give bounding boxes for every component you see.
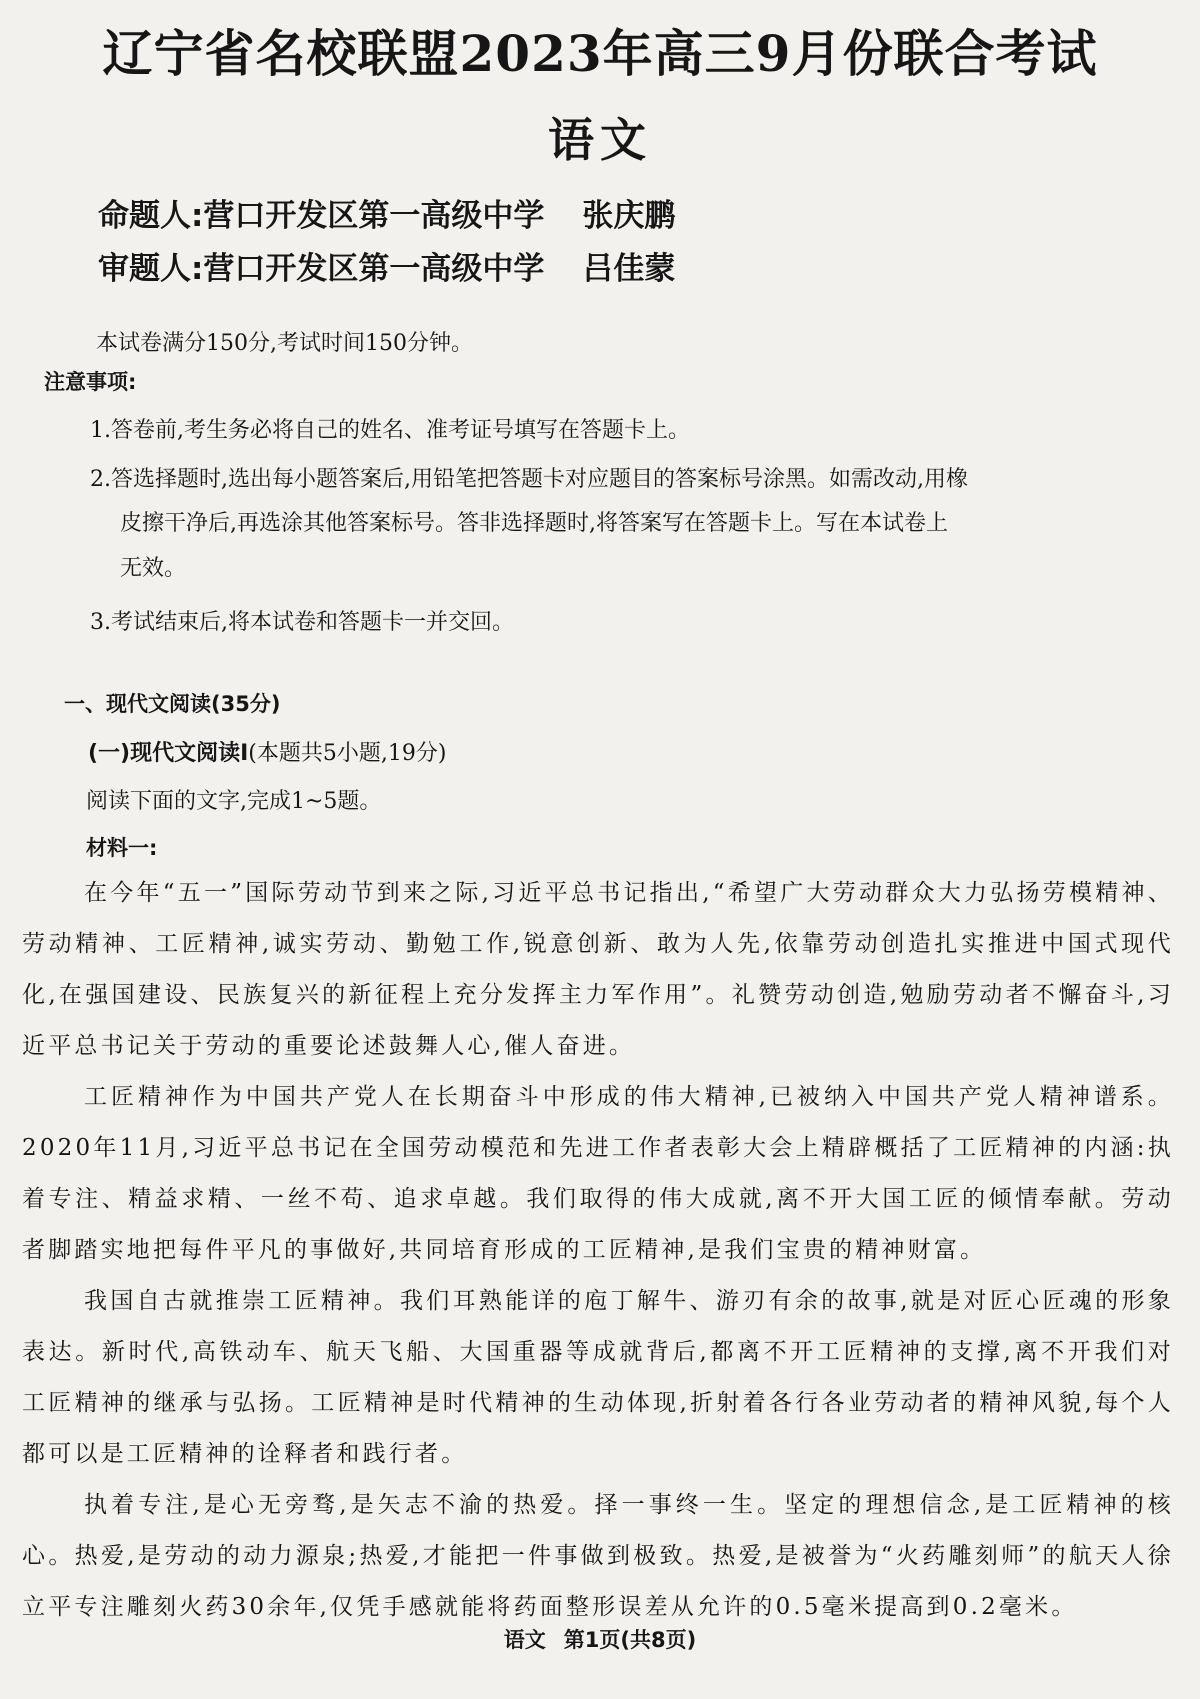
footer-page-number: 第1页(共8页) bbox=[563, 1628, 697, 1652]
reading-instruction: 阅读下面的文字,完成1~5题。 bbox=[86, 789, 382, 814]
exam-title: 辽宁省名校联盟2023年高三9月份联合考试 bbox=[102, 24, 1098, 83]
subsection-note: (本题共5小题,19分) bbox=[248, 741, 447, 766]
passage-paragraph-3: 我国自古就推崇工匠精神。我们耳熟能详的庖丁解牛、游刃有余的故事,就是对匠心匠魂的形象表达。新时代,高铁动车、航天飞船、大国重器等成就背后,都离不开工匠精神的支撑,离不开我们对工匠精神的继承与弘扬。工匠精神是时代精神的生动体现,折射着各行各业劳动者的精神风貌,每个人都可以是工匠精神的诠释者和践行者。 bbox=[22, 1288, 1174, 1467]
reviewer-line bbox=[98, 243, 675, 288]
exam-info: 本试卷满分150分,考试时间150分钟。 bbox=[96, 331, 473, 356]
notice-item-2: 2.答选择题时,选出每小题答案后,用铅笔把答题卡对应题目的答案标号涂黑。如需改动,用橡 bbox=[90, 467, 968, 492]
footer-subject: 语文 bbox=[503, 1628, 546, 1652]
page-footer bbox=[0, 1624, 1200, 1654]
setter-label: 命题人:营口开发区第一高级中学 bbox=[98, 198, 545, 234]
section-title: 一、现代文阅读(35分) bbox=[64, 692, 281, 716]
passage-paragraph-4: 执着专注,是心无旁骛,是矢志不渝的热爱。择一事终一生。坚定的理想信念,是工匠精神的核心。热爱,是劳动的动力源泉;热爱,才能把一件事做到极致。热爱,是被誉为“火药雕刻师”的航天人徐立平专注雕刻火药30余年,仅凭手感就能将药面整形误差从允许的0.5毫米提高到0.2毫米。 bbox=[22, 1492, 1174, 1620]
subsection-label: (一)现代文阅读Ⅰ bbox=[88, 741, 249, 766]
reviewer-label: 审题人:营口开发区第一高级中学 bbox=[98, 251, 545, 287]
passage-paragraph-1: 在今年“五一”国际劳动节到来之际,习近平总书记指出,“希望广大劳动群众大力弘扬劳模精神、劳动精神、工匠精神,诚实劳动、勤勉工作,锐意创新、敢为人先,依靠劳动创造扎实推进中国式现代化,在强国建设、民族复兴的新征程上充分发挥主力军作用”。礼赞劳动创造,勉励劳动者不懈奋斗,习近平总书记关于劳动的重要论述鼓舞人心,催人奋进。 bbox=[22, 880, 1174, 1059]
setter-name: 张庆鹏 bbox=[582, 198, 676, 234]
material-label: 材料一: bbox=[86, 836, 158, 860]
reviewer-name: 吕佳蒙 bbox=[582, 251, 676, 287]
notice-item-3: 3.考试结束后,将本试卷和答题卡一并交回。 bbox=[90, 610, 514, 635]
notice-item-2-end: 无效。 bbox=[120, 556, 187, 581]
setter-line bbox=[98, 190, 675, 235]
passage-paragraph-2: 工匠精神作为中国共产党人在长期奋斗中形成的伟大精神,已被纳入中国共产党人精神谱系。2020年11月,习近平总书记在全国劳动模范和先进工作者表彰大会上精辟概括了工匠精神的内涵:执着专注、精益求精、一丝不苟、追求卓越。我们取得的伟大成就,离不开大国工匠的倾情奉献。劳动者脚踏实地把每件平凡的事做好,共同培育形成的工匠精神,是我们宝贵的精神财富。 bbox=[22, 1084, 1174, 1263]
subsection-heading bbox=[88, 736, 446, 767]
notice-item-2-cont: 皮擦干净后,再选涂其他答案标号。答非选择题时,将答案写在答题卡上。写在本试卷上 bbox=[120, 511, 948, 536]
notice-item-1: 1.答卷前,考生务必将自己的姓名、准考证号填写在答题卡上。 bbox=[90, 418, 690, 443]
notice-title: 注意事项: bbox=[44, 370, 137, 394]
subject-title: 语文 bbox=[548, 113, 652, 167]
